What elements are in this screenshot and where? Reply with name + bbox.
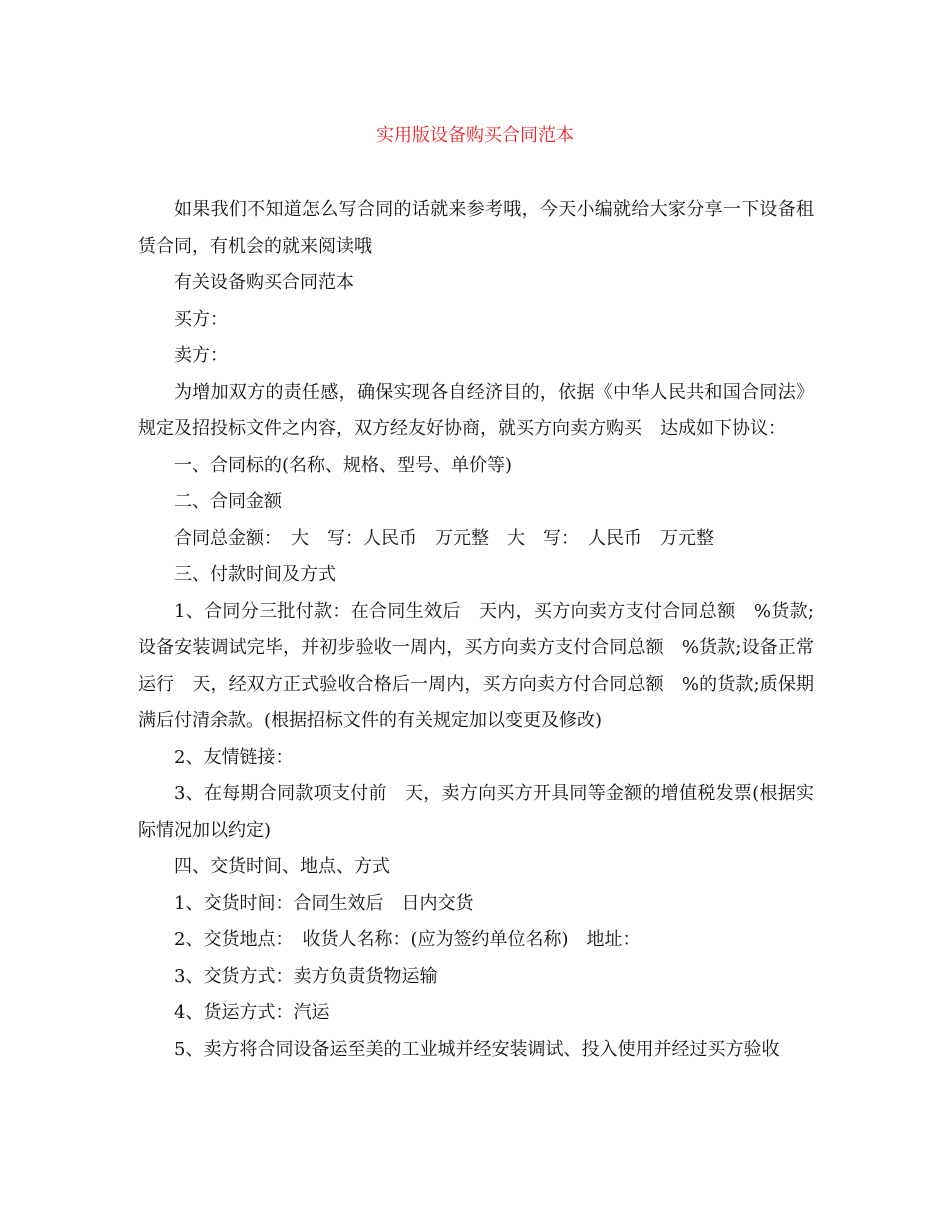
paragraph-seller: 卖方： [174, 345, 228, 366]
paragraph-delivery-3: 3、交货方式：卖方负责货物运输 [174, 965, 438, 987]
section-4-heading: 四、交货时间、地点、方式 [174, 856, 390, 877]
paragraph-preamble: 为增加双方的责任感，确保实现各自经济目的，依据《中华人民共和国合同法》规定及招投标文件之内容，双方经友好协商，就买方向卖方购买 达成如下协议： [138, 381, 814, 439]
section-1-heading: 一、合同标的(名称、规格、型号、单价等) [174, 454, 513, 476]
section-2-heading: 二、合同金额 [174, 491, 282, 512]
paragraph-payment-3: 3、在每期合同款项支付前 天，卖方向买方开具同等金额的增值税发票(根据实际情况加以约定) [138, 783, 814, 841]
paragraph-intro: 如果我们不知道怎么写合同的话就来参考哦，今天小编就给大家分享一下设备租赁合同，有机会的就来阅读哦 [138, 199, 814, 257]
paragraph-payment-2: 2、友情链接： [174, 746, 294, 768]
paragraph-buyer: 买方： [174, 308, 228, 330]
paragraph-payment-1: 1、合同分三批付款：在合同生效后 天内，买方向卖方支付合同总额 %货款;设备安装调试完毕，并初步验收一周内，买方向卖方支付合同总额 %货款;设备正常运行 天，经双方正式验收合格后一周内，买方向卖方付合同总额 %的货款;质保期满后付清余款。(根据招标文件的有关规定加以变更及修改) [138, 600, 814, 731]
section-3-heading: 三、付款时间及方式 [174, 564, 336, 585]
paragraph-delivery-2: 2、交货地点： 收货人名称：(应为签约单位名称) 地址： [174, 929, 641, 950]
paragraph-total-amount: 合同总金额： 大 写：人民币 万元整 大 写： 人民币 万元整 [174, 527, 714, 549]
paragraph-delivery-5: 5、卖方将合同设备运至美的工业城并经安装调试、投入使用并经过买方验收 [174, 1038, 780, 1060]
document-body [138, 192, 814, 1068]
document-title: 实用版设备购买合同范本 [376, 125, 574, 146]
paragraph-heading: 有关设备购买合同范本 [174, 272, 354, 293]
paragraph-delivery-1: 1、交货时间：合同生效后 日内交货 [174, 892, 474, 914]
paragraph-delivery-4: 4、货运方式：汽运 [174, 1002, 330, 1023]
